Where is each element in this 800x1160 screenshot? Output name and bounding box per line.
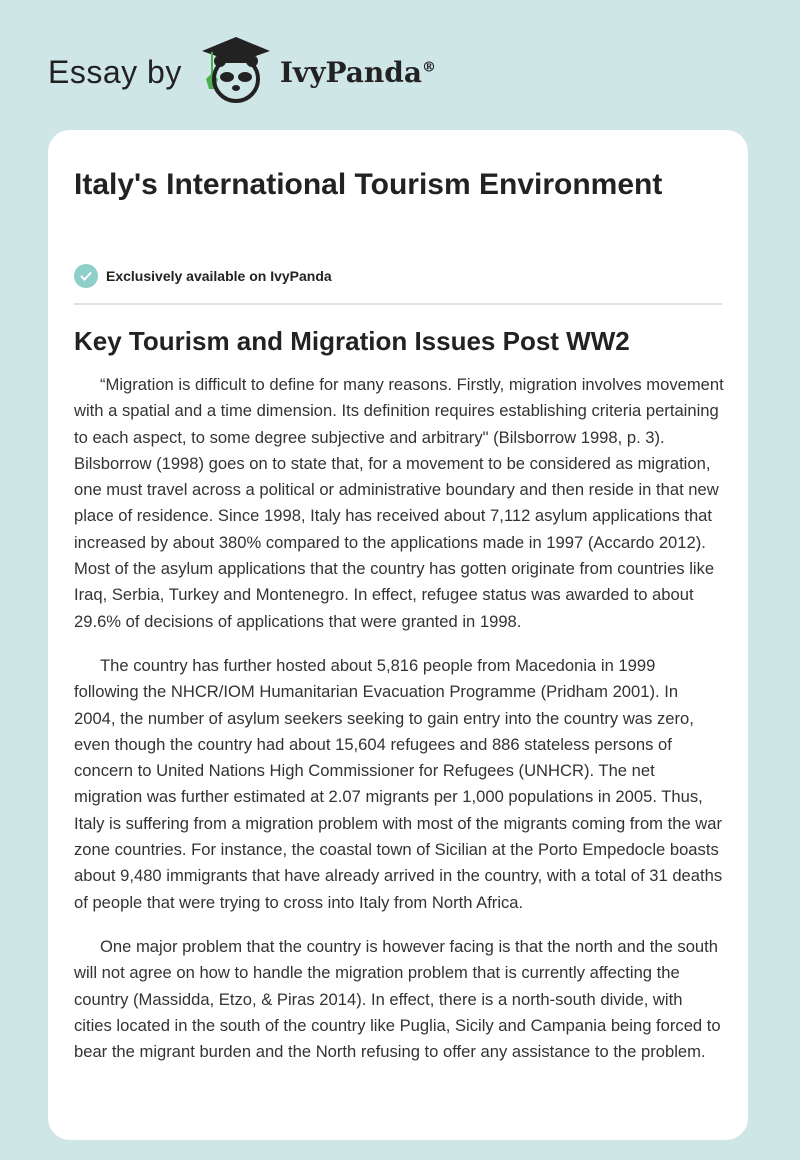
section-heading: Key Tourism and Migration Issues Post WW2 (74, 326, 630, 356)
paragraph: “Migration is difficult to define for many reasons. Firstly, migration involves movement with a spatial and a time dimension. Its definition requires establishing criteria pertaining to each aspect, to some degree subjective and arbitrary" (Bilsborrow 1998, p. 3). Bilsborrow (1998) goes on to state that, for a movement to be considered as migration, one must travel across a political or administrative boundary and then reside in that new place of residence. Since 1998, Italy has received about 7,112 asylum applications that increased by about 380% compared to the applications made in 1997 (Accardo 2012). Most of the asylum applications that the country has gotten originate from countries like Iraq, Serbia, Turkey and Montenegro. In effect, refugee status was awarded to about 29.6% of decisions of applications that were granted in 1998. (74, 375, 724, 631)
essay-title: Italy's International Tourism Environment (74, 168, 663, 201)
paragraph: The country has further hosted about 5,816 people from Macedonia in 1999 following the NHCR/IOM Humanitarian Evacuation Programme (Pridham 2001). In 2004, the number of asylum seekers seeking to gain entry into the country was zero, even though the country had about 15,604 refugees and 886 stateless persons of concern to United Nations High Commissioner for Refugees (UNHCR). The net migration was further estimated at 2.07 migrants per 1,000 populations in 2005. Thus, Italy is suffering from a migration problem with most of the migrants coming from the war zone countries. For instance, the coastal town of Sicilian at the Porto Empedocle boasts about 9,480 immigrants that have already arrived in the country, with a total of 31 deaths of people that were trying to cross into Italy from North Africa. (74, 655, 723, 912)
panda-logo-icon[interactable] (200, 35, 272, 110)
essay-body (74, 372, 724, 1083)
badge-text: Exclusively available on IvyPanda (106, 268, 332, 284)
divider (74, 303, 722, 305)
essay-card (48, 130, 748, 1140)
exclusive-badge (74, 264, 332, 288)
brand-name[interactable]: IvyPanda® (279, 55, 436, 89)
essay-by-label: Essay by (48, 53, 182, 90)
site-header (48, 32, 436, 112)
paragraph: One major problem that the country is however facing is that the north and the south will not agree on how to handle the migration problem that is currently affecting the country (Massidda, Etzo, & Piras 2014). In effect, there is a north-south divide, with cities located in the south of the country like Puglia, Sicily and Campania being forced to bear the migrant burden and the North refusing to offer any assistance to the problem. (74, 936, 721, 1062)
check-icon (74, 264, 98, 288)
